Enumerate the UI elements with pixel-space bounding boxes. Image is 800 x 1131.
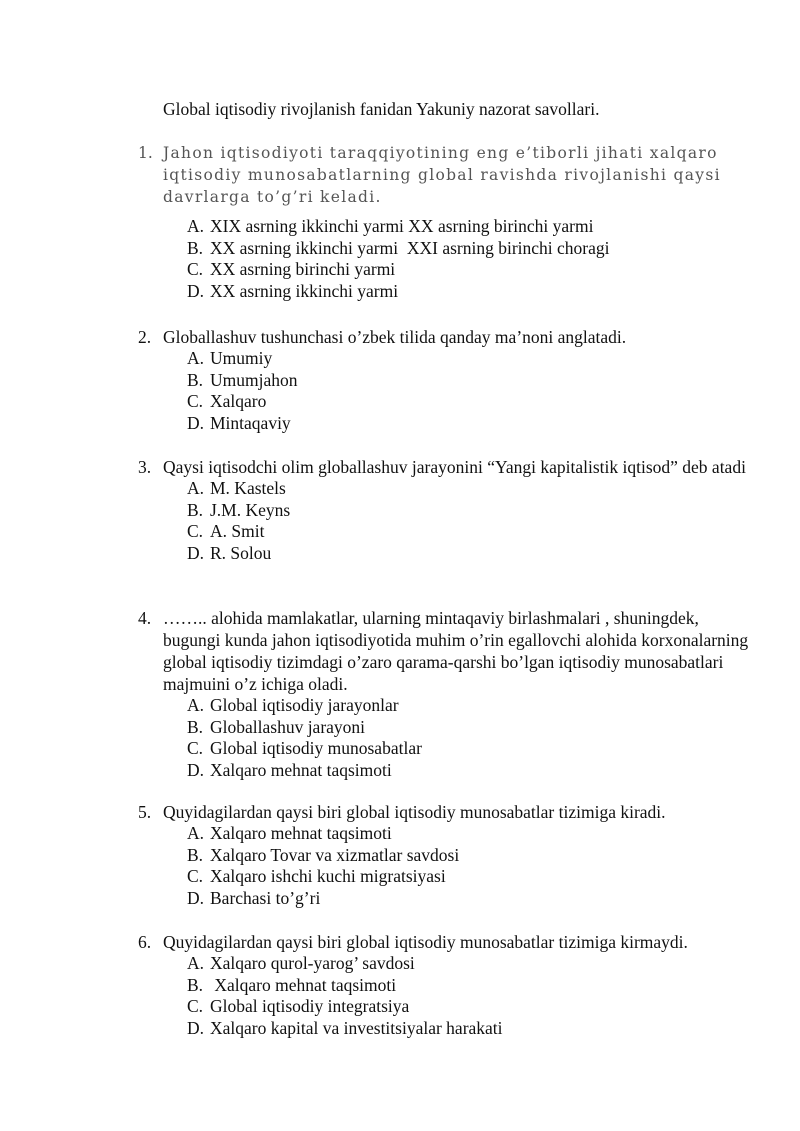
question-number: 3. [138, 457, 152, 477]
option-letter: C. [187, 996, 204, 1017]
question-text: Quyidagilardan qaysi biri global iqtisodiy munosabatlar tizimiga kiradi. [163, 802, 666, 822]
option-text: Global iqtisodiy integratsiya [210, 996, 410, 1017]
option-b [187, 717, 758, 739]
option-c [187, 391, 758, 413]
option-d [187, 543, 758, 565]
option-d [187, 888, 758, 910]
option-b [187, 845, 758, 867]
option-d [187, 760, 758, 782]
option-letter: D. [187, 413, 205, 434]
answer-options [187, 478, 758, 565]
question-text: Quyidagilardan qaysi biri global iqtisodiy munosabatlar tizimiga kirmaydi. [163, 932, 688, 952]
option-c [187, 866, 758, 888]
document-title: Global iqtisodiy rivojlanish fanidan Yakuniy nazorat savollari. [163, 99, 600, 119]
option-letter: D. [187, 760, 205, 781]
option-d [187, 281, 758, 303]
option-letter: D. [187, 543, 205, 564]
option-b [187, 975, 758, 997]
option-c [187, 738, 758, 760]
question-text: Globallashuv tushunchasi o’zbek tilida qanday ma’noni anglatadi. [163, 327, 627, 347]
option-c [187, 521, 758, 543]
question-5 [138, 801, 758, 910]
option-letter: D. [187, 281, 205, 302]
option-b [187, 370, 758, 392]
option-text: Umumiy [210, 348, 273, 368]
question-text: Qaysi iqtisodchi olim globallashuv jarayonini “Yangi kapitalistik iqtisod” deb atadi [163, 457, 746, 477]
option-text: J.M. Keyns [210, 499, 291, 520]
option-text: Xalqaro mehnat taqsimoti [210, 974, 397, 995]
option-text: Global iqtisodiy jarayonlar [210, 695, 399, 715]
option-letter: A. [187, 823, 205, 843]
option-text: A. Smit [210, 521, 265, 542]
option-text: Xalqaro [210, 391, 267, 412]
option-text: R. Solou [210, 543, 272, 564]
option-b [187, 500, 758, 522]
option-text: XIX asrning ikkinchi yarmi XX asrning birinchi yarmi [210, 216, 594, 236]
option-text: M. Kastels [210, 478, 286, 498]
option-letter: B. [187, 716, 204, 737]
answer-options [187, 953, 758, 1040]
option-letter: B. [187, 369, 204, 390]
option-text: XX asrning ikkinchi yarmi [210, 281, 399, 302]
option-text: Global iqtisodiy munosabatlar [210, 738, 422, 759]
option-letter: C. [187, 259, 204, 280]
question-1 [138, 142, 758, 303]
option-letter: A. [187, 953, 205, 973]
option-a [187, 695, 758, 717]
option-letter: B. [187, 499, 204, 520]
option-text: Xalqaro qurol-yarog’ savdosi [210, 953, 415, 973]
option-d [187, 413, 758, 435]
question-text: Jahon iqtisodiyoti taraqqiyotining eng e’tiborli jihati xalqaro iqtisodiy munosabatlarning global ravishda rivojlanishi qaysi davrlarga to’g’ri keladi. [163, 144, 721, 206]
option-letter: D. [187, 888, 205, 909]
option-a [187, 216, 758, 238]
option-letter: A. [187, 348, 205, 368]
option-text: Mintaqaviy [210, 413, 291, 434]
question-text: …….. alohida mamlakatlar, ularning mintaqaviy birlashmalari , shuningdek, bugungi kunda jahon iqtisodiyotida muhim o’rin egallovchi alohida korxonalarning global iqtisodiy tizimdagi o’zaro qarama-qarshi bo’lgan iqtisodiy munosabatlari majmuini o’z ichiga oladi. [163, 608, 749, 694]
option-letter: C. [187, 521, 204, 542]
option-a [187, 823, 758, 845]
option-letter: C. [187, 738, 204, 759]
answer-options [187, 695, 758, 782]
question-number: 5. [138, 802, 152, 822]
option-text: XX asrning birinchi yarmi [210, 259, 396, 280]
question-4 [138, 607, 758, 782]
option-letter: D. [187, 1018, 205, 1039]
question-number: 2. [138, 327, 152, 347]
option-c [187, 996, 758, 1018]
question-6 [138, 931, 758, 1040]
answer-options [187, 348, 758, 435]
option-letter: C. [187, 391, 204, 412]
option-text: Xalqaro mehnat taqsimoti [210, 760, 392, 781]
question-number: 1. [138, 144, 153, 162]
option-a [187, 953, 758, 975]
option-text: Xalqaro mehnat taqsimoti [210, 823, 392, 843]
option-a [187, 478, 758, 500]
option-letter: A. [187, 216, 205, 236]
question-number: 6. [138, 932, 152, 952]
option-text: XX asrning ikkinchi yarmi XXI asrning birinchi choragi [210, 237, 610, 258]
option-text: Barchasi to’g’ri [210, 888, 321, 909]
option-letter: A. [187, 695, 205, 715]
question-number: 4. [138, 608, 152, 628]
question-3 [138, 456, 758, 565]
option-a [187, 348, 758, 370]
option-text: Xalqaro ishchi kuchi migratsiyasi [210, 866, 446, 887]
option-text: Xalqaro Tovar va xizmatlar savdosi [210, 844, 460, 865]
option-letter: A. [187, 478, 205, 498]
option-text: Umumjahon [210, 369, 298, 390]
option-letter: B. [187, 844, 204, 865]
answer-options [187, 216, 758, 303]
question-2 [138, 326, 758, 435]
option-text: Xalqaro kapital va investitsiyalar harakati [210, 1018, 503, 1039]
option-text: Globallashuv jarayoni [210, 716, 366, 737]
option-b [187, 238, 758, 260]
option-letter: B. [187, 974, 204, 995]
answer-options [187, 823, 758, 910]
option-c [187, 259, 758, 281]
option-letter: B. [187, 237, 204, 258]
option-d [187, 1018, 758, 1040]
option-letter: C. [187, 866, 204, 887]
